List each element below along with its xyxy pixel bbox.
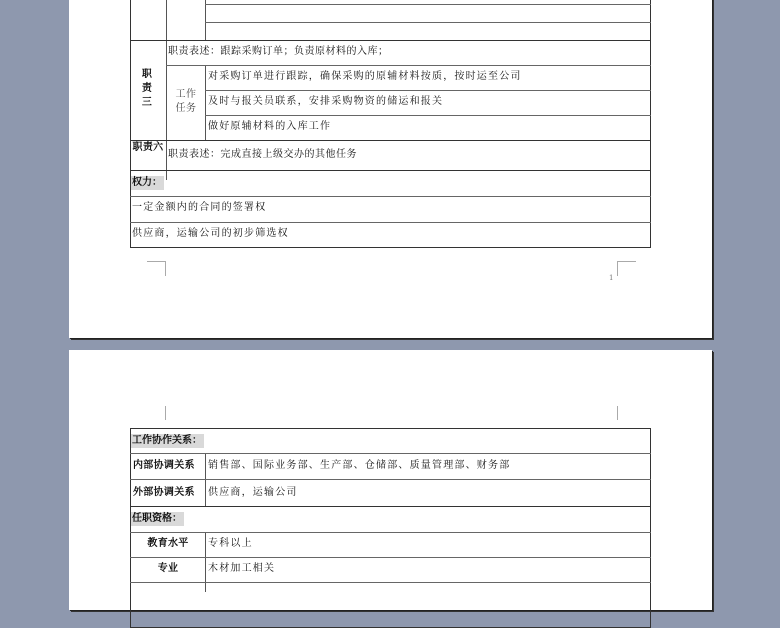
task-item: 做好原辅材料的入库工作 bbox=[208, 121, 332, 132]
major-label: 专业 bbox=[157, 563, 179, 574]
authority-item: 供应商，运输公司的初步筛选权 bbox=[132, 228, 289, 239]
internal-coordination-value: 销售部、国际业务部、生产部、仓储部、质量管理部、财务部 bbox=[208, 460, 511, 471]
qualifications-header: 任职资格： bbox=[132, 513, 182, 524]
authority-item: 一定金额内的合同的签署权 bbox=[132, 202, 267, 213]
crop-mark bbox=[147, 406, 166, 420]
crop-mark bbox=[617, 406, 636, 420]
duty3-label: 职责三 bbox=[141, 69, 153, 108]
duty6-description: 职责表述：完成直接上级交办的其他任务 bbox=[168, 149, 357, 160]
table-divider bbox=[130, 557, 651, 558]
education-label: 教育水平 bbox=[147, 538, 189, 549]
table-divider bbox=[130, 532, 651, 533]
page-number: 1 bbox=[609, 274, 614, 282]
internal-coordination-label: 内部协调关系 bbox=[133, 460, 195, 471]
external-coordination-value: 供应商，运输公司 bbox=[208, 487, 298, 498]
table-divider bbox=[205, 90, 651, 91]
table-divider bbox=[205, 4, 651, 5]
document-page-2 bbox=[69, 350, 712, 610]
qualification-table bbox=[130, 428, 651, 628]
task-item: 对采购订单进行跟踪，确保采购的原辅材料按质，按时运至公司 bbox=[208, 71, 522, 82]
task-label: 工作任务 bbox=[175, 89, 197, 114]
table-divider bbox=[130, 140, 651, 141]
table-divider bbox=[130, 222, 651, 223]
task-item: 及时与报关员联系，安排采购物资的储运和报关 bbox=[208, 96, 444, 107]
table-divider bbox=[205, 532, 206, 592]
crop-mark bbox=[147, 261, 166, 276]
table-divider bbox=[130, 170, 651, 171]
document-page-1 bbox=[69, 0, 712, 338]
education-value: 专科以上 bbox=[208, 538, 253, 549]
table-divider bbox=[130, 196, 651, 197]
table-divider bbox=[130, 453, 651, 454]
table-divider bbox=[130, 479, 651, 480]
major-value: 木材加工相关 bbox=[208, 563, 276, 574]
external-coordination-label: 外部协调关系 bbox=[133, 487, 195, 498]
duty3-description: 职责表述：跟踪采购订单；负责原材料的入库； bbox=[168, 46, 389, 57]
table-divider bbox=[205, 65, 206, 140]
crop-mark bbox=[617, 261, 636, 276]
duty6-label: 职责六 bbox=[132, 142, 164, 153]
table-divider bbox=[205, 0, 206, 40]
authority-header: 权力： bbox=[132, 177, 162, 188]
table-divider bbox=[166, 65, 651, 66]
table-divider bbox=[130, 40, 651, 41]
table-divider bbox=[166, 0, 167, 180]
table-divider bbox=[205, 22, 651, 23]
table-divider bbox=[130, 506, 651, 507]
table-divider bbox=[130, 582, 651, 583]
table-divider bbox=[205, 115, 651, 116]
cooperation-header: 工作协作关系： bbox=[132, 435, 202, 446]
